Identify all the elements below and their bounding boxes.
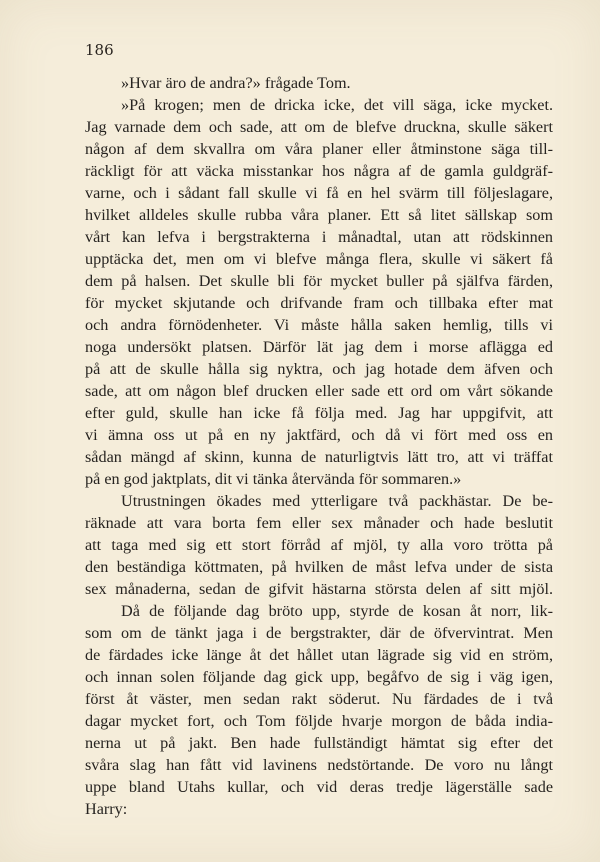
text-line: varne, och i sådant fall skulle vi få en hel svärm till följeslagare, <box>85 184 553 202</box>
text-line: de färdades icke länge åt det hållet utan lägrade sig vid en ström, <box>85 646 553 664</box>
text-line: den beständiga köttmaten, på hvilken de måst lefva under de sista <box>85 558 553 576</box>
text-line: »På krogen; men de dricka icke, det vill säga, icke mycket. <box>121 96 553 114</box>
text-line: Då de följande dag bröto upp, styrde de kosan åt norr, lik- <box>121 602 553 620</box>
text-line: vi ämna oss ut på en ny jaktfärd, och då vi fört med oss en <box>85 426 553 444</box>
text-line: nerna ut på jakt. Ben hade fullständigt hämtat sig efter det <box>85 734 553 752</box>
text-line: och innan solen följande dag gick upp, begåfvo de sig i väg igen, <box>85 668 553 686</box>
text-line: att taga med sig ett stort förråd af mjöl, ty alla voro trötta på <box>85 536 553 554</box>
text-line: sådan mängd af skinn, kunna de naturligtvis lätt tro, att vi träffat <box>85 448 553 466</box>
text-line: räckligt för att väcka misstankar hos några af de gamla guldgräf- <box>85 162 553 180</box>
text-line: först åt väster, men sedan rakt söderut. Nu färdades de i två <box>85 690 553 708</box>
text-line: Harry: <box>85 800 128 818</box>
text-line: för mycket skjutande och drifvande fram och tillbaka efter mat <box>85 294 553 312</box>
text-line: Utrustningen ökades med ytterligare två packhästar. De be- <box>121 492 553 510</box>
text-line: noga undersökt platsen. Därför lät jag dem i morse aflägga ed <box>85 338 553 356</box>
text-line: Jag varnade dem och sade, att om de blefve druckna, skulle säkert <box>85 118 553 136</box>
text-line: på en god jaktplats, dit vi tänka återvända för sommaren.» <box>85 470 462 488</box>
text-line: som om de tänkt jaga i de bergstrakter, där de öfvervintrat. Men <box>85 624 553 642</box>
text-line: på att de skulle hålla sig nyktra, och jag hotade dem äfven och <box>85 360 553 378</box>
text-line: hvilket alldeles skulle rubba våra planer. Ett så litet sällskap som <box>85 206 553 224</box>
text-line: sade, att om någon blef drucken eller sade ett ord om vårt sökande <box>85 382 553 400</box>
text-line: dagar mycket fort, och Tom följde hvarje morgon de båda india- <box>85 712 553 730</box>
page-number: 186 <box>85 41 114 59</box>
text-line: räknade att vara borta fem eller sex månader och hade beslutit <box>85 514 553 532</box>
text-line: svåra slag han fått vid lavinens nedstörtande. De voro nu långt <box>85 756 553 774</box>
text-line: »Hvar äro de andra?» frågade Tom. <box>121 74 351 92</box>
text-line: upptäcka det, men om vi blefve många flera, skulle vi säkert få <box>85 250 553 268</box>
text-line: uppe bland Utahs kullar, och vid deras tredje lägerställe sade <box>85 778 553 796</box>
text-line: efter guld, skulle han icke få följa med. Jag har uppgifvit, att <box>85 404 553 422</box>
text-line: dem på halsen. Det skulle bli för mycket buller på själfva färden, <box>85 272 553 290</box>
text-line: vårt kan lefva i bergstrakterna i månadtal, utan att rödskinnen <box>85 228 553 246</box>
text-line: sex månaderna, sedan de gifvit hästarna största delen af sitt mjöl. <box>85 580 553 598</box>
body-text <box>85 72 553 820</box>
text-line: någon af dem skvallra om våra planer eller åtminstone säga till- <box>85 140 553 158</box>
text-line: och andra förnödenheter. Vi måste hålla saken hemlig, tills vi <box>85 316 553 334</box>
